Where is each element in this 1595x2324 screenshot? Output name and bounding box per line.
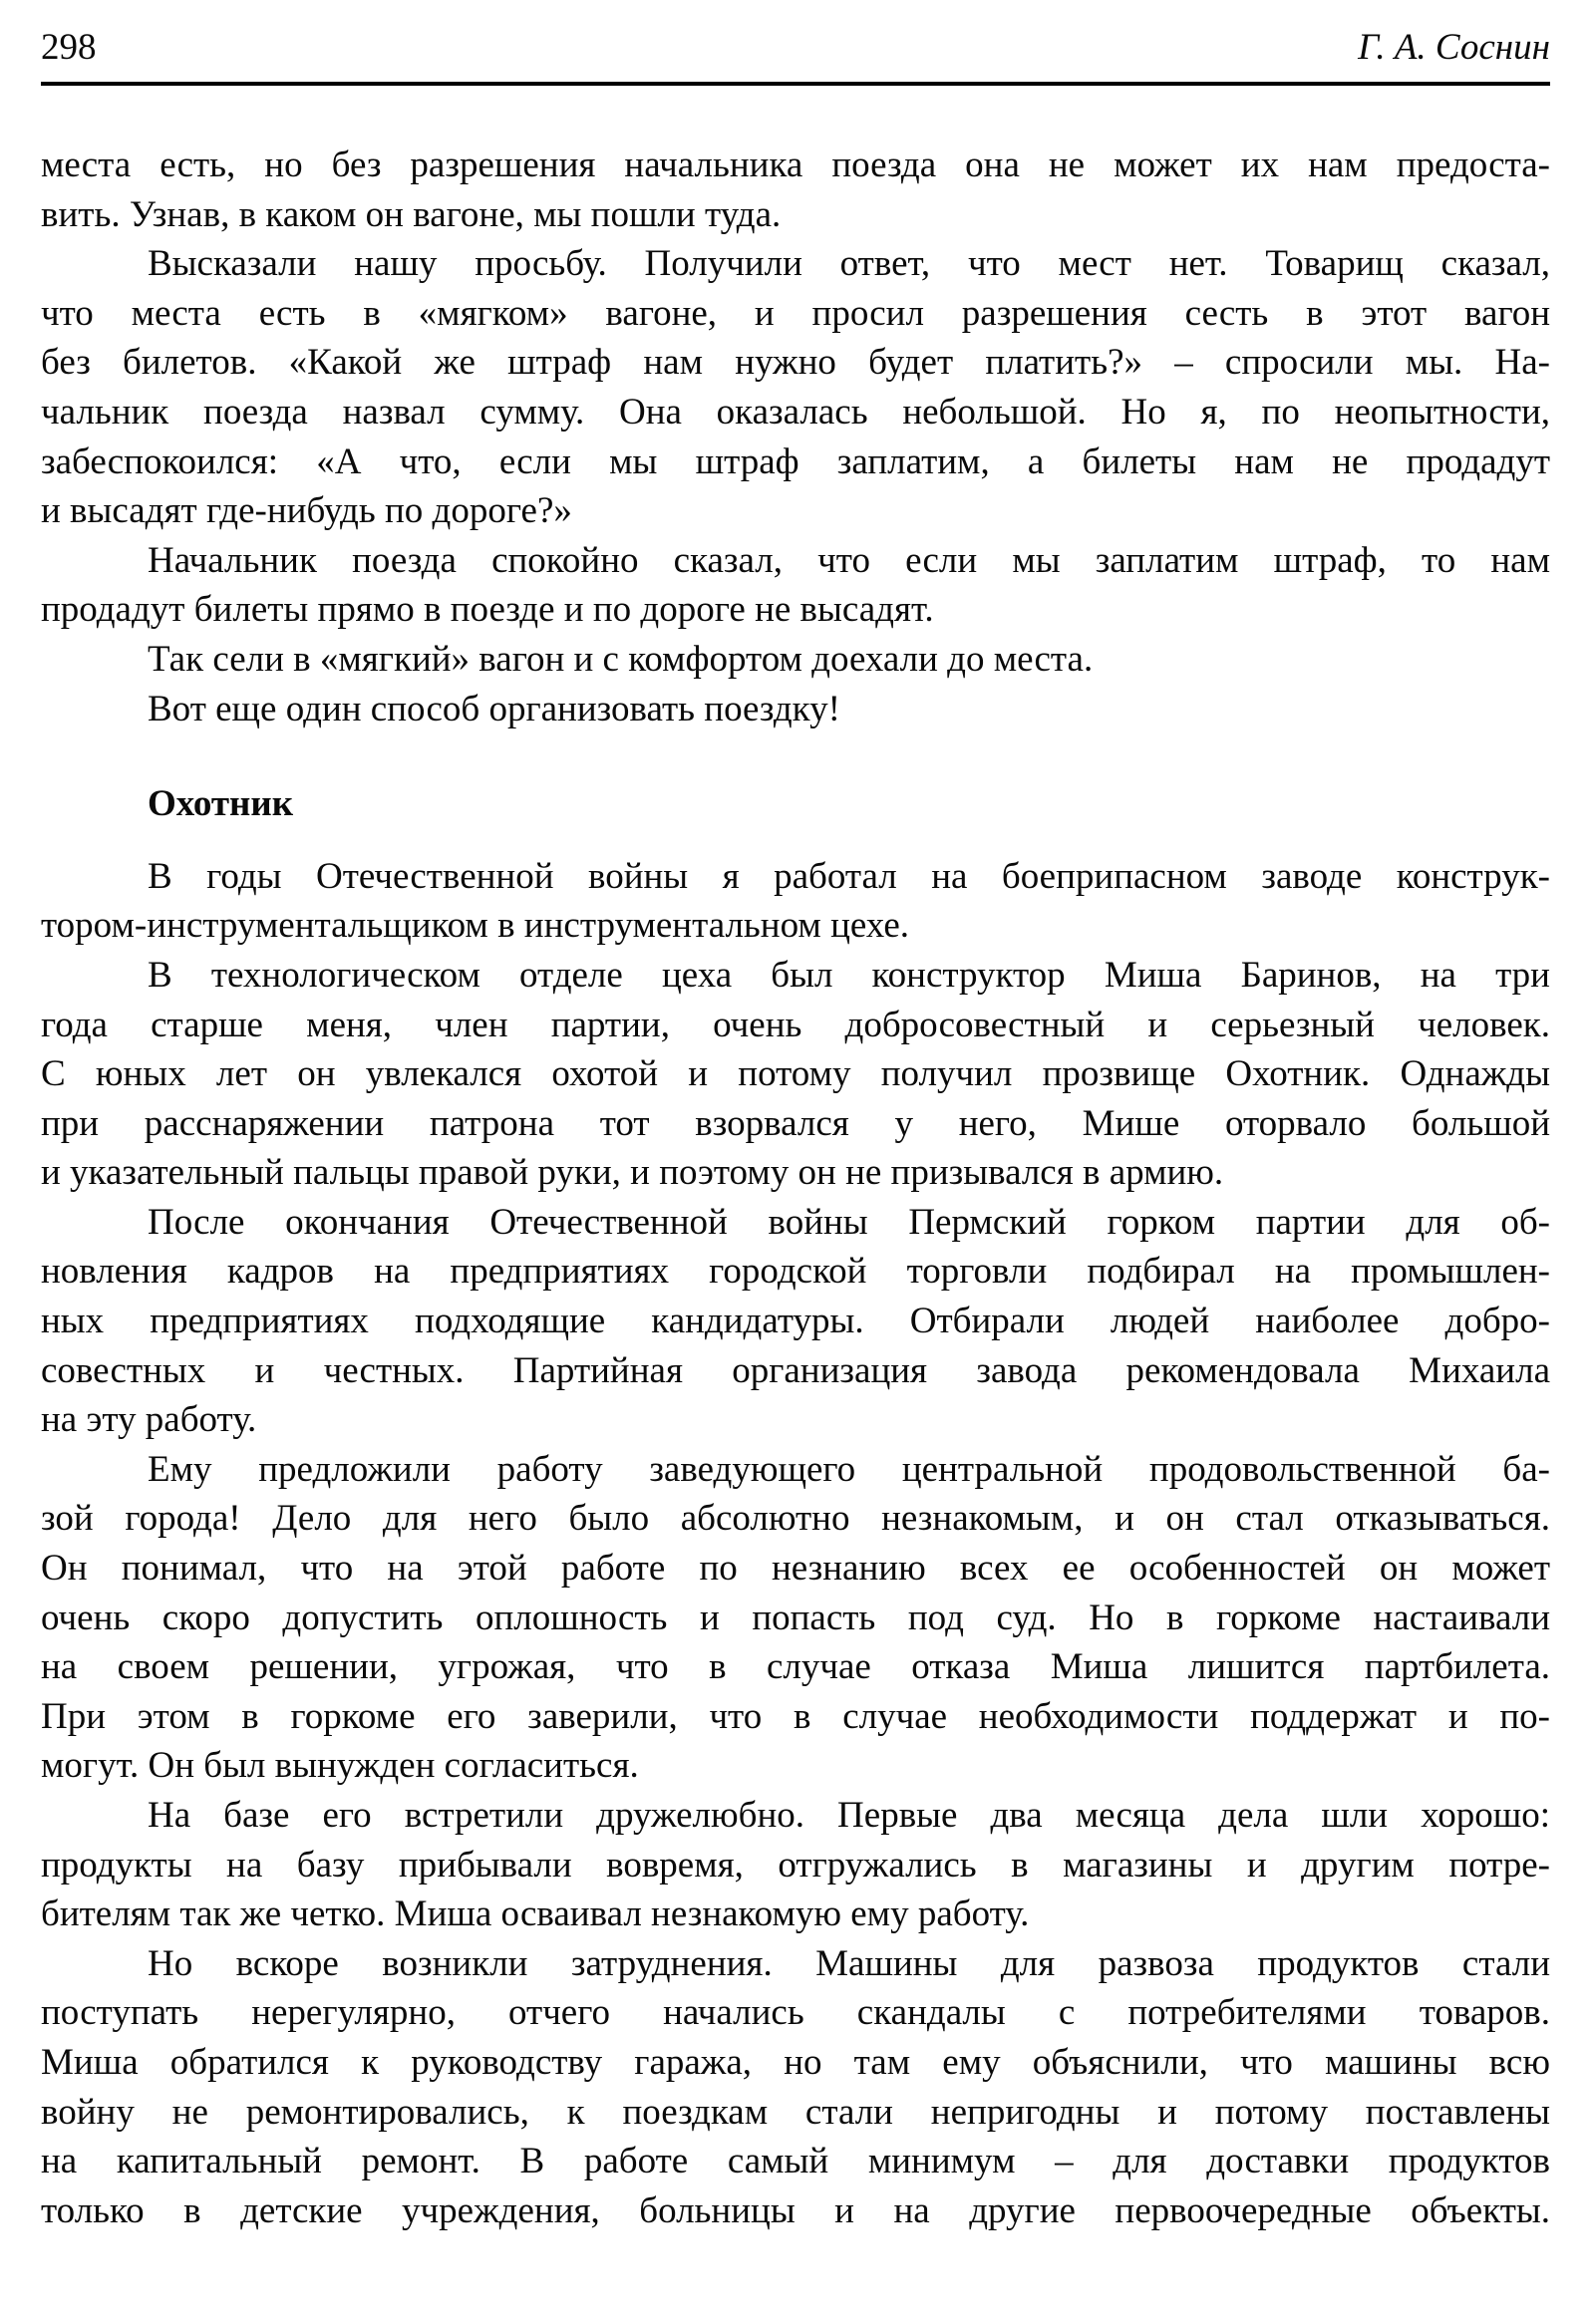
text-line: без билетов. «Какой же штраф нам нужно будет платить?» – спросили мы. На- xyxy=(41,342,1550,384)
text-line: года старше меня, член партии, очень добросовестный и серьезный человек. xyxy=(41,1004,1550,1045)
section-heading: Охотник xyxy=(148,783,294,825)
text-line: На базе его встретили дружелюбно. Первые два месяца дела шли хорошо: xyxy=(148,1795,1550,1836)
text-line: новления кадров на предприятиях городской торговли подбирал на промышлен- xyxy=(41,1251,1550,1293)
header-rule xyxy=(41,82,1550,86)
paragraph xyxy=(41,141,1550,239)
text-line: С юных лет он увлекался охотой и потому получил прозвище Охотник. Однажды xyxy=(41,1053,1550,1095)
paragraph xyxy=(41,239,1550,536)
paragraph xyxy=(41,635,1550,685)
paragraph xyxy=(41,1939,1550,2236)
text-line: Он понимал, что на этой работе по незнанию всех ее особенностей он может xyxy=(41,1548,1550,1590)
text-line: тором-инструментальщиком в инструментальном цехе. xyxy=(41,905,910,947)
text-line: зой города! Дело для него было абсолютно незнакомым, и он стал отказываться. xyxy=(41,1498,1550,1540)
paragraph xyxy=(41,852,1550,951)
paragraph xyxy=(41,1791,1550,1939)
text-line: и высадят где-нибудь по дороге?» xyxy=(41,490,572,532)
page-number: 298 xyxy=(41,27,97,68)
paragraph xyxy=(41,951,1550,1198)
text-line: на капитальный ремонт. В работе самый минимум – для доставки продуктов xyxy=(41,2141,1550,2182)
text-line: войну не ремонтировались, к поездкам стали непригодны и потому поставлены xyxy=(41,2091,1550,2133)
text-line: ных предприятиях подходящие кандидатуры. Отбирали людей наиболее добро- xyxy=(41,1301,1550,1342)
text-line: После окончания Отечественной войны Пермский горком партии для об- xyxy=(148,1201,1550,1243)
text-line: Миша обратился к руководству гаража, но там ему объяснили, что машины всю xyxy=(41,2041,1550,2083)
paragraph xyxy=(41,536,1550,635)
text-line: совестных и честных. Партийная организация завода рекомендовала Михаила xyxy=(41,1349,1550,1391)
running-header xyxy=(41,26,1550,70)
text-line: Но вскоре возникли затруднения. Машины для развоза продуктов стали xyxy=(148,1942,1550,1984)
text-line: только в детские учреждения, больницы и на другие первоочередные объекты. xyxy=(41,2189,1550,2231)
text-line: на своем решении, угрожая, что в случае отказа Миша лишится партбилета. xyxy=(41,1646,1550,1688)
text-line: В технологическом отделе цеха был конструктор Миша Баринов, на три xyxy=(148,954,1550,996)
text-line: продадут билеты прямо в поезде и по дороге не высадят. xyxy=(41,589,934,631)
page-body xyxy=(41,141,1550,2235)
text-line: вить. Узнав, в каком он вагоне, мы пошли туда. xyxy=(41,193,782,235)
text-line: Ему предложили работу заведующего центральной продовольственной ба- xyxy=(148,1448,1550,1490)
paragraph xyxy=(41,1445,1550,1791)
text-line: очень скоро допустить оплошность и попасть под суд. Но в горкоме настаивали xyxy=(41,1597,1550,1638)
text-line: бителям так же четко. Миша осваивал незнакомую ему работу. xyxy=(41,1893,1030,1935)
text-line: места есть, но без разрешения начальника поезда она не может их нам предоста- xyxy=(41,145,1550,185)
paragraph xyxy=(41,685,1550,734)
text-line: продукты на базу прибывали вовремя, отгружались в магазины и другим потре- xyxy=(41,1844,1550,1886)
text-line: на эту работу. xyxy=(41,1399,257,1441)
text-line: и указательный пальцы правой руки, и поэтому он не призывался в армию. xyxy=(41,1152,1224,1194)
text-line: могут. Он был вынужден согласиться. xyxy=(41,1745,639,1787)
text-line: При этом в горкоме его заверили, что в случае необходимости поддержат и по- xyxy=(41,1695,1550,1737)
text-line: В годы Отечественной войны я работал на боеприпасном заводе конструк- xyxy=(148,855,1550,897)
text-line: забеспокоился: «А что, если мы штраф заплатим, а билеты нам не продадут xyxy=(41,440,1550,482)
text-line: Вот еще один способ организовать поездку! xyxy=(148,688,840,729)
text-line: чальник поезда назвал сумму. Она оказалась небольшой. Но я, по неопытности, xyxy=(41,391,1550,433)
text-line: поступать нерегулярно, отчего начались скандалы с потребителями товаров. xyxy=(41,1992,1550,2034)
text-line: при расснаряжении патрона тот взорвался у него, Мише оторвало большой xyxy=(41,1102,1550,1144)
paragraph xyxy=(41,1198,1550,1445)
text-line: Начальник поезда спокойно сказал, что если мы заплатим штраф, то нам xyxy=(148,539,1550,581)
text-line: Высказали нашу просьбу. Получили ответ, что мест нет. Товарищ сказал, xyxy=(148,243,1550,285)
running-head-author: Г. А. Соснин xyxy=(1358,27,1550,68)
text-line: Так сели в «мягкий» вагон и с комфортом доехали до места. xyxy=(148,638,1094,680)
text-line: что места есть в «мягком» вагоне, и просил разрешения сесть в этот вагон xyxy=(41,292,1550,334)
